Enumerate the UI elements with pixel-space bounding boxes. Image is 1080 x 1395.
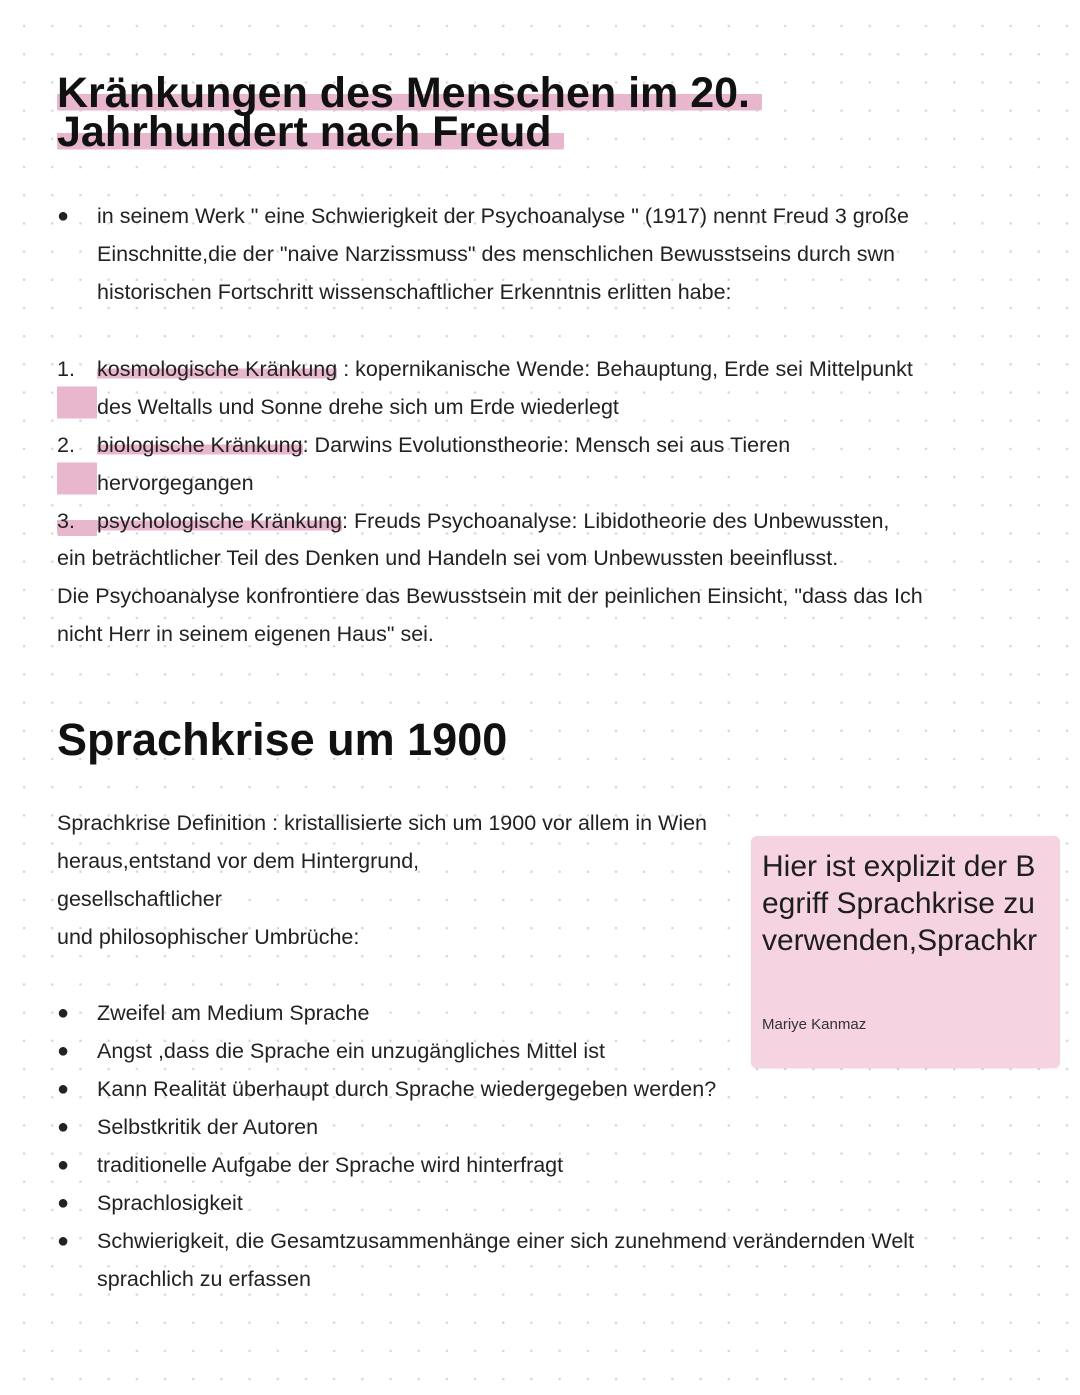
bullet-icon: ●	[57, 1154, 70, 1176]
list-item-text	[97, 426, 790, 502]
bullet-icon: ●	[57, 1040, 70, 1062]
intro-text	[97, 197, 1017, 311]
intro-bullet-item	[57, 197, 1017, 311]
list-item	[57, 1070, 1017, 1108]
closing-paragraph	[57, 539, 1017, 653]
definition-paragraph	[57, 804, 777, 956]
bullet-continuation: sprachlich zu erfassen	[97, 1267, 311, 1291]
kraenkungen-list	[57, 350, 1017, 540]
comment-sticky-note[interactable]	[751, 836, 1060, 1068]
list-item-psychologisch	[57, 502, 1017, 540]
bullet-text: Zweifel am Medium Sprache	[97, 1001, 370, 1025]
bullet-icon: ●	[57, 205, 70, 227]
definition-line: Sprachkrise Definition : kristallisierte sich um 1900 vor allem in Wien	[57, 811, 708, 835]
item-continuation: des Weltalls und Sonne drehe sich um Erde wiederlegt	[97, 395, 619, 419]
item-description: : Darwins Evolutionstheorie: Mensch sei aus Tieren	[302, 433, 791, 457]
list-item-text	[97, 350, 913, 426]
bullet-icon: ●	[57, 1230, 70, 1252]
item-continuation: hervorgegangen	[97, 471, 254, 495]
paragraph-line: nicht Herr in seinem eigenen Haus" sei.	[57, 622, 434, 646]
intro-line: Einschnitte,die der "naive Narzissmuss" des menschlichen Bewusstseins durch swn	[97, 242, 895, 266]
bullet-icon: ●	[57, 1002, 70, 1024]
bullet-text: Angst ,dass die Sprache ein unzugängliches Mittel ist	[97, 1039, 605, 1063]
highlighted-term: biologische Kränkung	[97, 433, 303, 457]
title-highlight	[57, 69, 762, 156]
list-number: 1.	[57, 350, 97, 426]
item-description: : kopernikanische Wende: Behauptung, Erde sei Mittelpunkt	[337, 357, 913, 381]
highlighted-term: psychologische Kränkung	[97, 509, 343, 533]
title-line-2: Jahrhundert nach Freud	[57, 108, 552, 156]
bullet-text: traditionelle Aufgabe der Sprache wird hinterfragt	[97, 1153, 564, 1177]
list-item	[57, 1184, 1017, 1222]
comment-text: Hier ist explizit der Begriff Sprachkrise zu verwenden,Sprachkr	[762, 850, 1038, 957]
list-item-biologisch	[57, 426, 1017, 502]
bullet-icon: ●	[57, 1192, 70, 1214]
bullet-icon: ●	[57, 1078, 70, 1100]
bullet-text: Kann Realität überhaupt durch Sprache wiedergegeben werden?	[97, 1077, 717, 1101]
list-number: 2.	[57, 426, 97, 502]
intro-line: in seinem Werk " eine Schwierigkeit der Psychoanalyse " (1917) nennt Freud 3 große	[97, 204, 909, 228]
list-item	[57, 1222, 1017, 1298]
list-item-text	[97, 502, 889, 540]
bullet-text: Sprachlosigkeit	[97, 1191, 243, 1215]
definition-line: gesellschaftlicher	[57, 887, 222, 911]
definition-line: und philosophischer Umbrüche:	[57, 925, 360, 949]
section-title-sprachkrise: Sprachkrise um 1900	[57, 714, 508, 765]
paragraph-line: ein beträchtlicher Teil des Denken und Handeln sei vom Unbewussten beeinflusst.	[57, 546, 839, 570]
section-title-kraenkungen	[57, 69, 817, 156]
title-line-1: Kränkungen des Menschen im 20.	[57, 69, 750, 117]
item-description: : Freuds Psychoanalyse: Libidotheorie des Unbewussten,	[342, 509, 890, 533]
highlighted-term: kosmologische Kränkung	[97, 357, 338, 381]
intro-line: historischen Fortschritt wissenschaftlicher Erkenntnis erlitten habe:	[97, 280, 732, 304]
list-item-kosmologisch	[57, 350, 1017, 426]
list-item	[57, 1108, 1017, 1146]
list-item	[57, 1146, 1017, 1184]
definition-line: heraus,entstand vor dem Hintergrund,	[57, 849, 420, 873]
bullet-text: Selbstkritik der Autoren	[97, 1115, 319, 1139]
paragraph-line: Die Psychoanalyse konfrontiere das Bewusstsein mit der peinlichen Einsicht, "dass das Ich	[57, 584, 923, 608]
bullet-icon: ●	[57, 1116, 70, 1138]
list-number: 3.	[57, 502, 97, 540]
comment-author: Mariye Kanmaz	[762, 1016, 867, 1033]
bullet-text: Schwierigkeit, die Gesamtzusammenhänge einer sich zunehmend verändernden Welt	[97, 1229, 915, 1253]
bullet-text-block	[97, 1222, 914, 1298]
